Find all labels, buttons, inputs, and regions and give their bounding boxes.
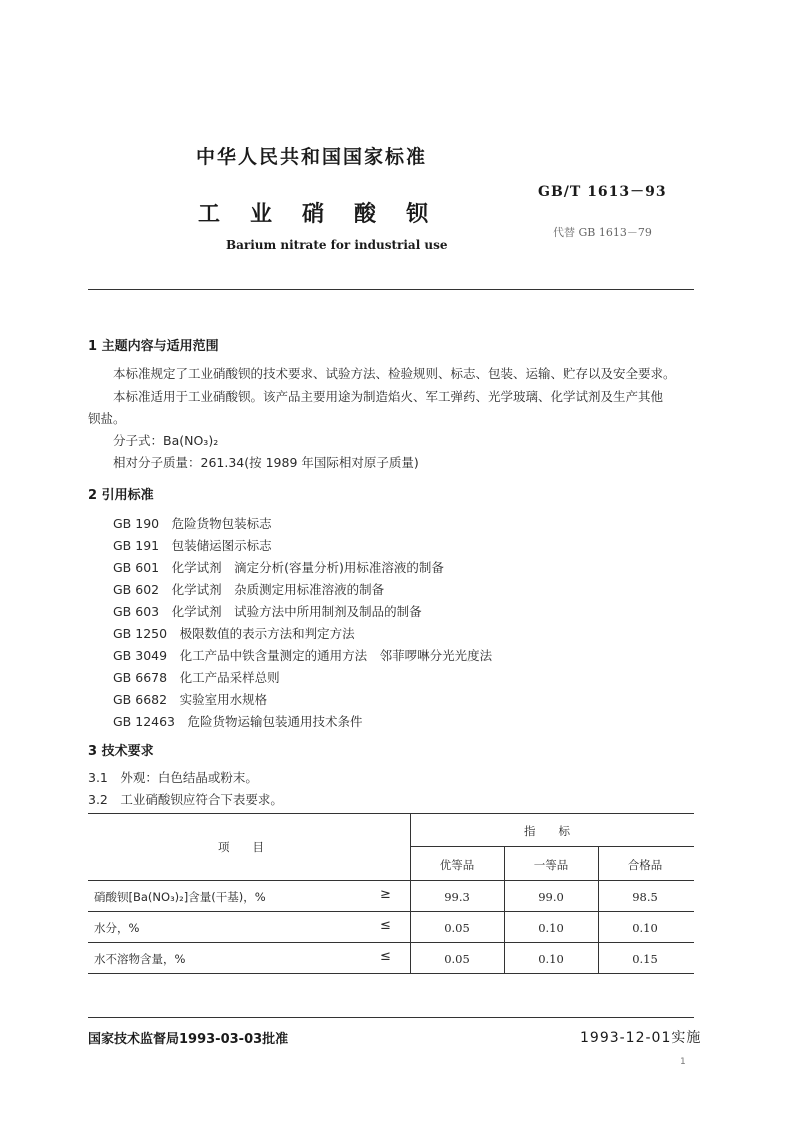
reference-item: GB 191 包装储运图示标志 <box>113 538 272 553</box>
reference-item: GB 6682 实验室用水规格 <box>113 692 268 707</box>
footer-divider <box>88 1017 694 1018</box>
section-3-heading: 3 技术要求 <box>88 744 154 759</box>
table-item-header: 项 目 <box>218 840 264 854</box>
reference-item: GB 1250 极限数值的表示方法和判定方法 <box>113 626 355 641</box>
effective-date: 1993-12-01实施 <box>580 1030 702 1046</box>
grade-header-qualified: 合格品 <box>627 858 663 872</box>
approval-note: 国家技术监督局1993-03-03批准 <box>88 1032 289 1047</box>
reference-item: GB 3049 化工产品中铁含量测定的通用方法 邻菲啰啉分光光度法 <box>113 648 493 663</box>
national-standard-title: 中华人民共和国国家标准 <box>196 146 428 168</box>
table-row-name: 水不溶物含量，% <box>94 952 186 966</box>
item-3-2: 3.2 工业硝酸钡应符合下表要求。 <box>88 792 283 807</box>
requirements-table <box>88 813 694 973</box>
table-cell-value: 0.05 <box>444 921 470 935</box>
table-cell-value: 0.15 <box>632 952 658 966</box>
table-index-header: 指 标 <box>524 824 570 838</box>
grade-header-premium: 优等品 <box>439 858 475 872</box>
table-cell-value: 0.10 <box>538 921 564 935</box>
section-1-para1: 本标准规定了工业硝酸钡的技术要求、试验方法、检验规则、标志、包装、运输、贮存以及安全要求。 <box>113 366 676 381</box>
reference-item: GB 602 化学试剂 杂质测定用标准溶液的制备 <box>113 582 385 597</box>
reference-item: GB 190 危险货物包装标志 <box>113 516 272 531</box>
item-3-1: 3.1 外观：白色结晶或粉末。 <box>88 770 258 785</box>
comparison-operator: ≤ <box>380 949 391 964</box>
table-cell-value: 99.3 <box>444 890 470 904</box>
section-2-heading: 2 引用标准 <box>88 488 154 503</box>
page-number: 1 <box>680 1057 686 1067</box>
comparison-operator: ≤ <box>380 918 391 933</box>
reference-item: GB 601 化学试剂 滴定分析(容量分析)用标准溶液的制备 <box>113 560 444 575</box>
relative-molecular-mass: 相对分子质量：261.34(按 1989 年国际相对原子质量) <box>113 455 419 470</box>
table-cell-value: 98.5 <box>632 890 658 904</box>
section-1-para2-line2: 钡盐。 <box>88 411 126 426</box>
table-row-divider <box>88 942 694 943</box>
reference-item: GB 12463 危险货物运输包装通用技术条件 <box>113 714 363 729</box>
table-header-divider <box>410 846 694 847</box>
reference-item: GB 6678 化工产品采样总则 <box>113 670 280 685</box>
table-bottom-border <box>88 973 694 974</box>
replaces-note: 代替 GB 1613－79 <box>553 226 652 239</box>
table-cell-value: 0.05 <box>444 952 470 966</box>
table-row-name: 水分，% <box>94 921 140 935</box>
document-title: 工业硝酸钡 <box>198 202 459 227</box>
table-header-bottom <box>88 880 694 881</box>
section-1-heading: 1 主题内容与适用范围 <box>88 339 219 354</box>
table-top-border <box>88 813 694 814</box>
english-title: Barium nitrate for industrial use <box>226 238 448 252</box>
reference-item: GB 603 化学试剂 试验方法中所用制剂及制品的制备 <box>113 604 422 619</box>
grade-header-first: 一等品 <box>533 858 569 872</box>
header-divider <box>88 289 694 290</box>
comparison-operator: ≥ <box>380 887 391 902</box>
standard-number: GB/T 1613－93 <box>538 184 667 200</box>
table-row-name: 硝酸钡[Ba(NO₃)₂]含量(干基)，% <box>94 890 266 904</box>
table-cell-value: 99.0 <box>538 890 564 904</box>
molecular-formula: 分子式：Ba(NO₃)₂ <box>113 433 219 448</box>
table-cell-value: 0.10 <box>632 921 658 935</box>
table-cell-value: 0.10 <box>538 952 564 966</box>
section-1-para2-line1: 本标准适用于工业硝酸钡。该产品主要用途为制造焰火、军工弹药、光学玻璃、化学试剂及生产其他 <box>113 389 664 404</box>
table-row-divider <box>88 911 694 912</box>
